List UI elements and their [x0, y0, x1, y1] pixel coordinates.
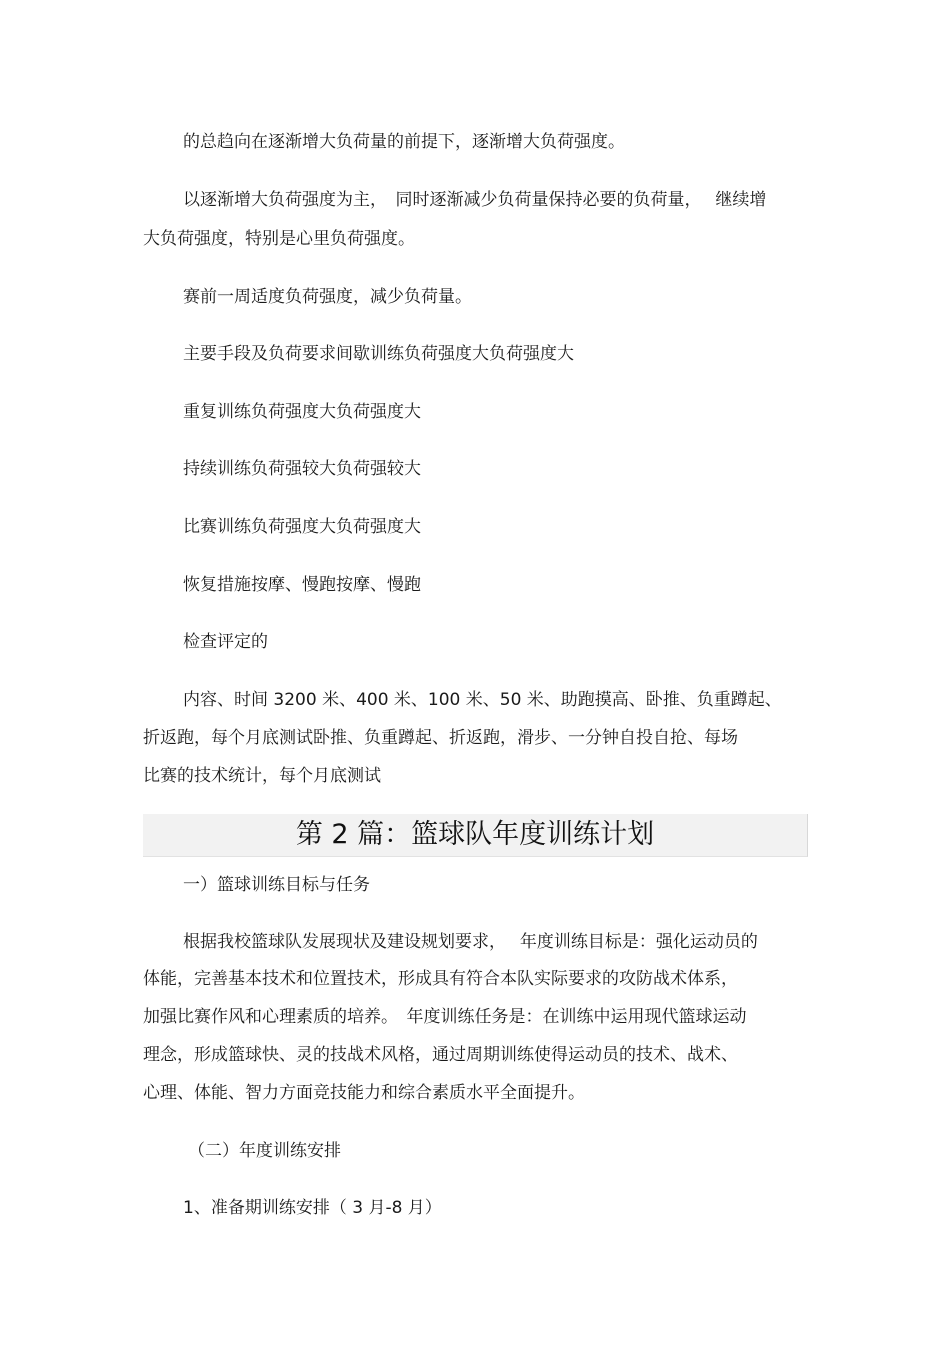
paragraph-line: 赛前一周适度负荷强度，减少负荷量。 [183, 287, 472, 307]
paragraph-line: 主要手段及负荷要求间歇训练负荷强度大负荷强度大 [183, 344, 574, 364]
paragraph-line: 持续训练负荷强较大负荷强较大 [183, 459, 421, 479]
paragraph-line: 重复训练负荷强度大负荷强度大 [183, 402, 421, 422]
paragraph-line: 内容、时间 3200 米、400 米、100 米、50 米、助跑摸高、卧推、负重蹲起、 [183, 690, 782, 710]
paragraph-line: 比赛的技术统计，每个月底测试 [143, 766, 381, 786]
section-heading: 第 2 篇：篮球队年度训练计划 [295, 819, 655, 850]
subsection-heading: 一）篮球训练目标与任务 [183, 875, 370, 895]
paragraph-line: 根据我校篮球队发展现状及建设规划要求， 年度训练目标是：强化运动员的 [183, 932, 758, 952]
paragraph-line: 以逐渐增大负荷强度为主， 同时逐渐减少负荷量保持必要的负荷量， 继续增 [183, 190, 767, 210]
paragraph-line: 加强比赛作风和心理素质的培养。 年度训练任务是：在训练中运用现代篮球运动 [143, 1007, 747, 1027]
paragraph-line: 理念，形成篮球快、灵的技战术风格，通过周期训练使得运动员的技术、战术、 [143, 1045, 738, 1065]
paragraph-line: 体能，完善基本技术和位置技术，形成具有符合本队实际要求的攻防战术体系， [143, 969, 738, 989]
paragraph-line: 比赛训练负荷强度大负荷强度大 [183, 517, 421, 537]
subsection-heading: （二）年度训练安排 [188, 1141, 341, 1161]
paragraph-line: 的总趋向在逐渐增大负荷量的前提下，逐渐增大负荷强度。 [183, 132, 625, 152]
paragraph-line: 折返跑，每个月底测试卧推、负重蹲起、折返跑，滑步、一分钟自投自抢、每场 [143, 728, 738, 748]
paragraph-line: 检查评定的 [183, 632, 268, 652]
subsection-heading: 1、准备期训练安排（ 3 月-8 月） [183, 1198, 442, 1218]
paragraph-line: 大负荷强度，特别是心里负荷强度。 [143, 229, 415, 249]
paragraph-line: 心理、体能、智力方面竞技能力和综合素质水平全面提升。 [143, 1083, 585, 1103]
paragraph-line: 恢复措施按摩、慢跑按摩、慢跑 [183, 575, 421, 595]
section-heading-band [143, 814, 808, 857]
